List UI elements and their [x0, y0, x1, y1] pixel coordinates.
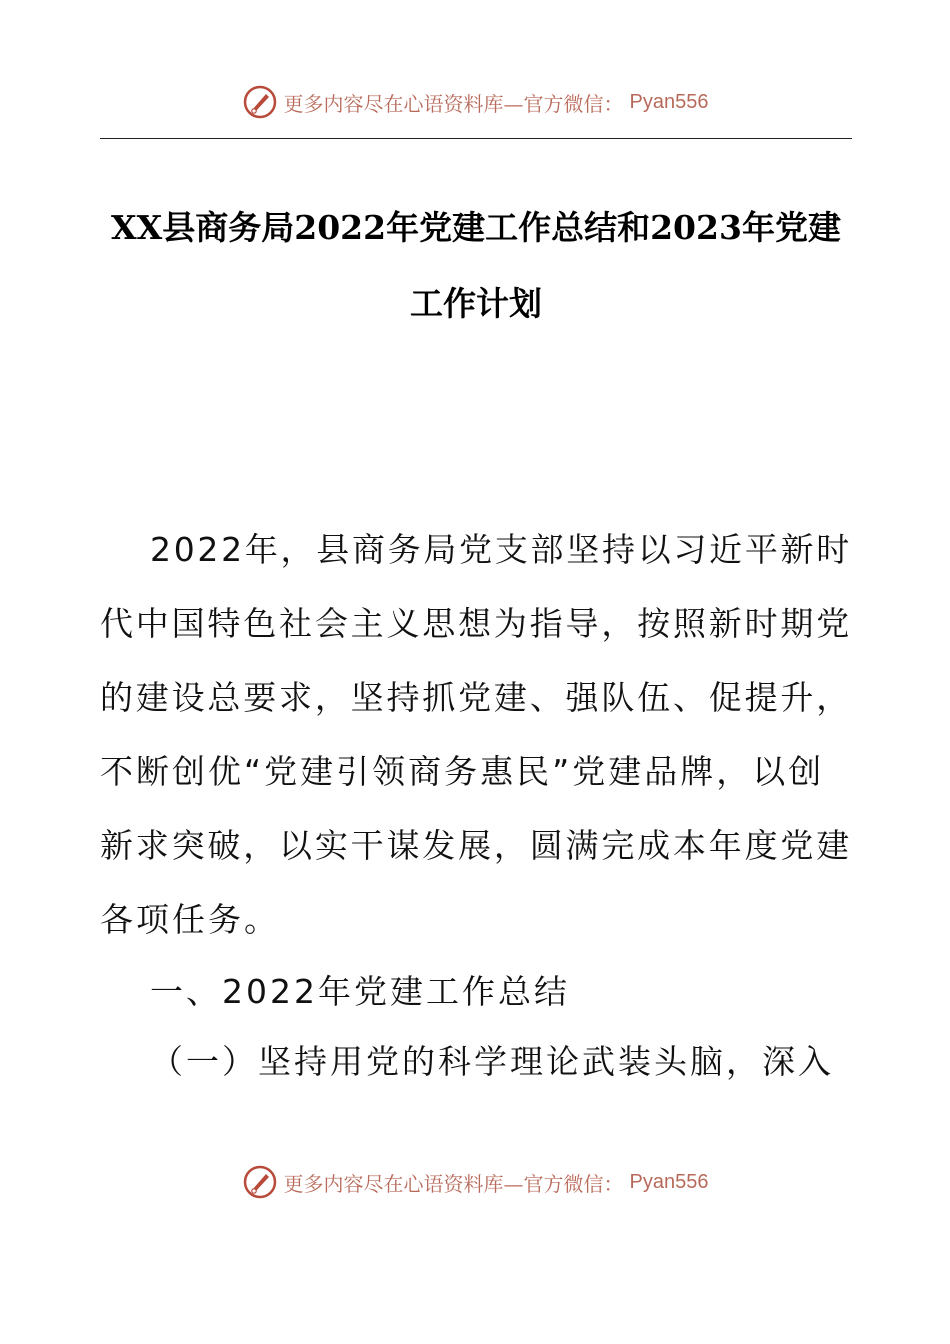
document-title-line-1: XX县商务局2022年党建工作总结和2023年党建 — [111, 208, 841, 247]
header-rule — [100, 138, 852, 139]
document-title-line-2: 工作计划 — [410, 284, 542, 323]
header-watermark — [0, 80, 950, 124]
section-heading: 一、2022年党建工作总结 — [150, 972, 570, 1011]
footer-watermark — [0, 1160, 950, 1204]
body-line: 不断创优“党建引领商务惠民”党建品牌，以创 — [100, 752, 825, 791]
pen-nib-logo-icon — [242, 1164, 278, 1200]
subsection-heading: （一）坚持用党的科学理论武装头脑，深入 — [150, 1042, 834, 1081]
pen-nib-logo-icon — [242, 84, 278, 120]
watermark-wechat-id: Pyan556 — [629, 1170, 709, 1193]
body-line: 各项任务。 — [100, 900, 280, 939]
body-line: 代中国特色社会主义思想为指导，按照新时期党 — [100, 604, 852, 643]
body-line: 的建设总要求，坚持抓党建、强队伍、促提升， — [100, 678, 852, 717]
watermark-text: 更多内容尽在心语资料库—官方微信： — [283, 1171, 624, 1196]
body-line: 2022年，县商务局党支部坚持以习近平新时 — [150, 530, 852, 569]
body-line: 新求突破，以实干谋发展，圆满完成本年度党建 — [100, 826, 852, 865]
watermark-text: 更多内容尽在心语资料库—官方微信： — [283, 91, 624, 116]
watermark-wechat-id: Pyan556 — [629, 90, 709, 113]
